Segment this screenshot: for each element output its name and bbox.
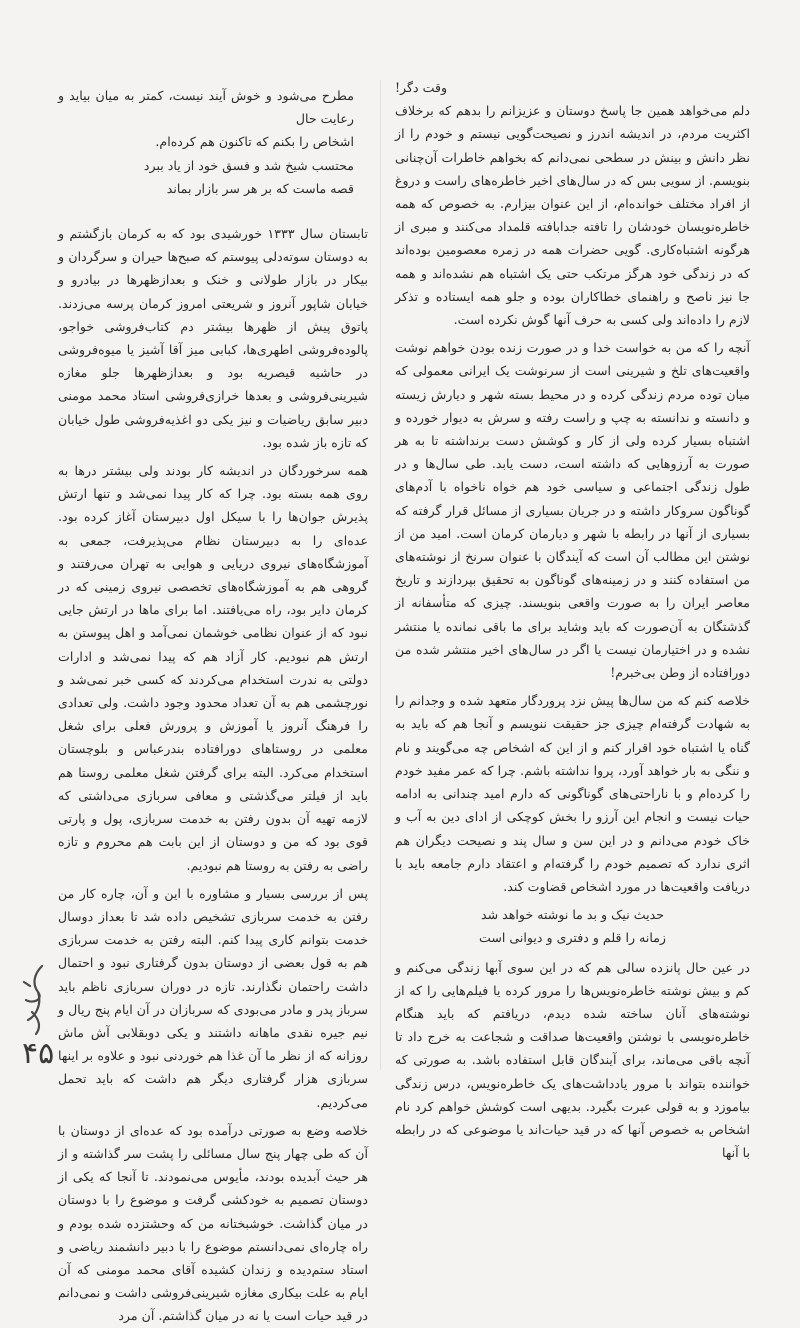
paragraph: خلاصه وضع به صورتی درآمده بود که عده‌ای از دوستان با آن که طی چهار پنج سال مسائلی را پشت سر گذاشته و از هر حیث آبدیده بودند، مأیوس می‌نمودند. تا آنجا که یکی از دوستان تصمیم به خودکشی گرفت و موضوع را با دوستان در میان گذاشت. خوشبختانه من که وحشتزده شده بودم و راه چاره‌ای نمی‌دانستم موضوع را با دبیر دانشمند ریاضی و استاد ستم‌دیده و زندان کشیده آقای محمد مومنی که آن ایام به علت بیکاری مغازه شیرینی‌فروشی داشت و نمی‌دانم در قید حیات است یا نه در میان گذاشتم. آن مرد bbox=[58, 1122, 368, 1324]
page-number: ۴۵ bbox=[22, 1036, 55, 1071]
verse-line: زمانه را قلم و دفتری و دیوانی است bbox=[478, 930, 667, 946]
paragraph: خلاصه کنم که من سال‌ها پیش نزد پروردگار متعهد شده و وجدانم را به شهادت گرفته‌ام چیزی جز حقیقت ننویسم و آنجا هم که باید به گناه یا اشتباه خود اقرار کنم و از این که اشخاص چه می‌گویند و نام و ننگی به بار خواهد آورد، پروا نداشته باشم. چرا که عمر مفید خودم را کرده‌ام و با ناراحتی‌های گوناگونی که دارم امید چندانی به ادامه حیات نیست و انجام این آرزو را بخش کوچکی از ادای دین به آب و خاک خودم می‌دانم و در این سن و سال پند و نصیحت دیگران هم اثری ندارد که تصمیم خودم را گرفته‌ام و اعتقاد دارم جامعه باید با دریافت واقعیت‌ها در مورد اشخاص قضاوت کند. bbox=[395, 693, 750, 894]
kerman-logo-icon bbox=[12, 960, 56, 1040]
paragraph: همه سرخوردگان در اندیشه کار بودند ولی بیشتر درها به روی همه بسته بود. چرا که کار پیدا نمی‌شد و تنها ارتش پذیرش جوان‌ها را با سیکل اول دبیرستان آغاز کرده بود. عده‌ای را به دبیرستان نظام می‌پذیرفت، جمعی به آموزشگاه‌های نیروی دریایی و هوایی به تهران می‌رفتند و گروهی هم به آموزشگاه‌های تخصصی نیروی زمینی که در کرمان دایر بود، راه می‌یافتند. اما برای ماها در ارتش جایی نبود که از عنوان نظامی خوشمان نمی‌آمد و اهل پیوستن به ارتش هم نبودیم. کار آزاد هم که پیدا نمی‌شد و ادارات دولتی به ندرت استخدام می‌کردند که کسی خبر نمی‌شد و نورچشمی هم به آن تعداد محدود وجود داشت. ولی تعدادی را فرهنگ آنروز یا آموزش و پرورش فعلی برای شغل معلمی در روستاهای دورافتاده بندرعباس و بلوچستان استخدام می‌کرد. البته برای گرفتن شغل معلمی روستا هم باید از فیلتر می‌گذشتی و معافی سربازی می‌داشتی که لازمه تهیه آن بدون رفتن به خدمت سربازی، پول و پارتی قوی بود که من و دوستان از این بابت هم محروم و تازه راضی به رفتن به روستا هم نبودیم. bbox=[58, 463, 368, 873]
paragraph: دلم می‌خواهد همین جا پاسخ دوستان و عزیزانم را بدهم که برخلاف اکثریت مردم، در اندیشه اندرز و نصیحت‌گویی نیستم و خودم را از نظر دانش و بینش در سطحی نمی‌دانم که بخواهم خاطرات آن‌چنانی بنویسم. از سویی بس که در سال‌های اخیر خاطره‌های راست و دروغ از افراد مختلف خوانده‌ام، از این عنوان بیزارم. به خصوص که همه خاطره‌نویسان خودشان را تافته جدابافته قلمداد می‌کنند و مبری از هرگونه اشتباه‌کاری. گویی حضرات همه در زمره معصومین بوده‌اند که در زندگی خود هرگز مرتکب حتی یک اشتباه هم نشده‌اند و همه جا نیز ناصح و راهنمای خطاکاران بوده و جلو همه ایستاده و تذکر لازم را داده‌اند ولی کسی به حرف آنها گوش نکرده است. bbox=[395, 103, 750, 328]
verse-line: حدیث نیک و بد ما نوشته خواهد شد bbox=[481, 907, 664, 923]
paragraph: آنچه را که من به خواست خدا و در صورت زنده بودن خواهم نوشت واقعیت‌های تلخ و شیرینی است از سرنوشت یک ایرانی معمولی که میان توده مردم زندگی کرده و در محیط بسته شهر و دیارش زیسته و دانسته و ندانسته به چپ و راست رفته و سرش به دیوار خورده و اشتباه بسیار کرده ولی از کار و کوشش دست برنداشته تا به هر صورت به آرزوهایی که داشته است، دست یابد. طی سال‌ها و در طول زندگی اجتماعی و سیاسی خود هم خواه ناخواه با آدم‌های گوناگون سروکار داشته و در جریان بسیاری از مسائل قرار گرفته که بسیاری از آنها در رابطه با شهر و دیارمان کرمان است. امید من از نوشتن این مطالب آن است که آیندگان با عنوان سرنخ از نوشته‌های من استفاده کنند و در زمینه‌های گوناگون به تحقیق بپردازند و تاریخ معاصر ایران را به صورت واقعی بنویسند. چیزی که متأسفانه از گذشتگان به آن‌صورت که باید وشاید برای ما باقی نمانده یا منتشر نشده و در اختیارمان نیست یا اگر در سال‌های اخیر منتشر شده من دورافتاده از وطن بی‌خبرم! bbox=[395, 340, 750, 681]
verse-line: قصه ماست که بر هر سر بازار بماند bbox=[166, 180, 354, 196]
right-column bbox=[395, 76, 750, 1161]
paragraph: تابستان سال ۱۳۳۳ خورشیدی بود که به کرمان بازگشتم و به دوستان سوته‌دلی پیوستم که صبح‌ها حیران و سرگردان و بیکار در بازار طولانی و خنک و بعدازظهرها در بیادرو و خیابان شاپور آنروز و شریعتی امروز کرمان پرسه می‌زدند. پاتوق پیش از ظهرها بیشتر دم کتاب‌فروشی خواجو، پالوده‌فروشی اطهری‌ها، کبابی میز آقا آشیز یا میوه‌فروشی در حاشیه قیصریه بود و بعدازظهرها جلو مغازه شیرینی‌فروشی و بعدها خرازی‌فروشی استاد محمد مومنی دبیر سابق ریاضیات و نیز یکی دو اغذیه‌فروشی طول خیابان که تازه باز شده بود. bbox=[58, 226, 368, 450]
left-column bbox=[58, 84, 368, 1324]
verse-line: محتسب شیخ شد و فسق خود از یاد ببرد bbox=[143, 157, 354, 173]
continued-line: اشخاص را بکنم که تاکنون هم کرده‌ام. bbox=[155, 134, 354, 150]
continued-line: مطرح می‌شود و خوش آیند نیست، کمتر به میان بیاید و رعایت حال bbox=[58, 88, 354, 127]
paragraph: در عین حال پانزده سالی هم که در این سوی آبها زندگی می‌کنم و کم و بیش نوشته خاطره‌نویس‌ها را مرور کرده یا فیلم‌هایی را که از نوشته‌های آنان ساخته شده دیدم، دریافتم که باید هنگام خاطره‌نویسی با نوشتن واقعیت‌ها صداقت و شجاعت به خرج داد تا آنچه باقی می‌ماند، برای آیندگان قابل استفاده باشد. به صورتی که خواننده بتواند با مرور یادداشت‌های یک خاطره‌نویس، درس زندگی بیاموزد و به قولی عبرت بگیرد. بدیهی است کوشش خواهم کرد نام اشخاص به خصوص آنها که در قید حیات‌اند یا موضوعی که در رابطه با آنها bbox=[395, 959, 750, 1161]
continued-text-and-poem bbox=[58, 84, 368, 200]
column-gutter bbox=[380, 80, 381, 1070]
paragraph: پس از بررسی بسیار و مشاوره با این و آن، چاره کار من رفتن به خدمت سربازی تشخیص داده شد تا بعداز دوسال خدمت بتوانم کاری پیدا کنم. البته رفتن به خدمت سربازی هم به قول بعضی از دوستان بدون گرفتاری نبود و احتمال داشت راحتمان نگذارند. تازه در دوران سربازی ناظم باید سرباز پدر و مادر می‌بودی که سربازان در آن ایام پنج ریال و نیم جیره نقدی ماهانه داشتند و یکی دوبقلابی آش ماش روزانه که از نظر ما آن غذا هم خوردنی نبود و علاوه بر اینها سربازی هزار گرفتاری دیگر هم داشت که باید تحمل می‌کردیم. bbox=[58, 885, 368, 1110]
opening-line: وقت دگر! bbox=[395, 80, 448, 95]
verse-block bbox=[395, 903, 750, 949]
